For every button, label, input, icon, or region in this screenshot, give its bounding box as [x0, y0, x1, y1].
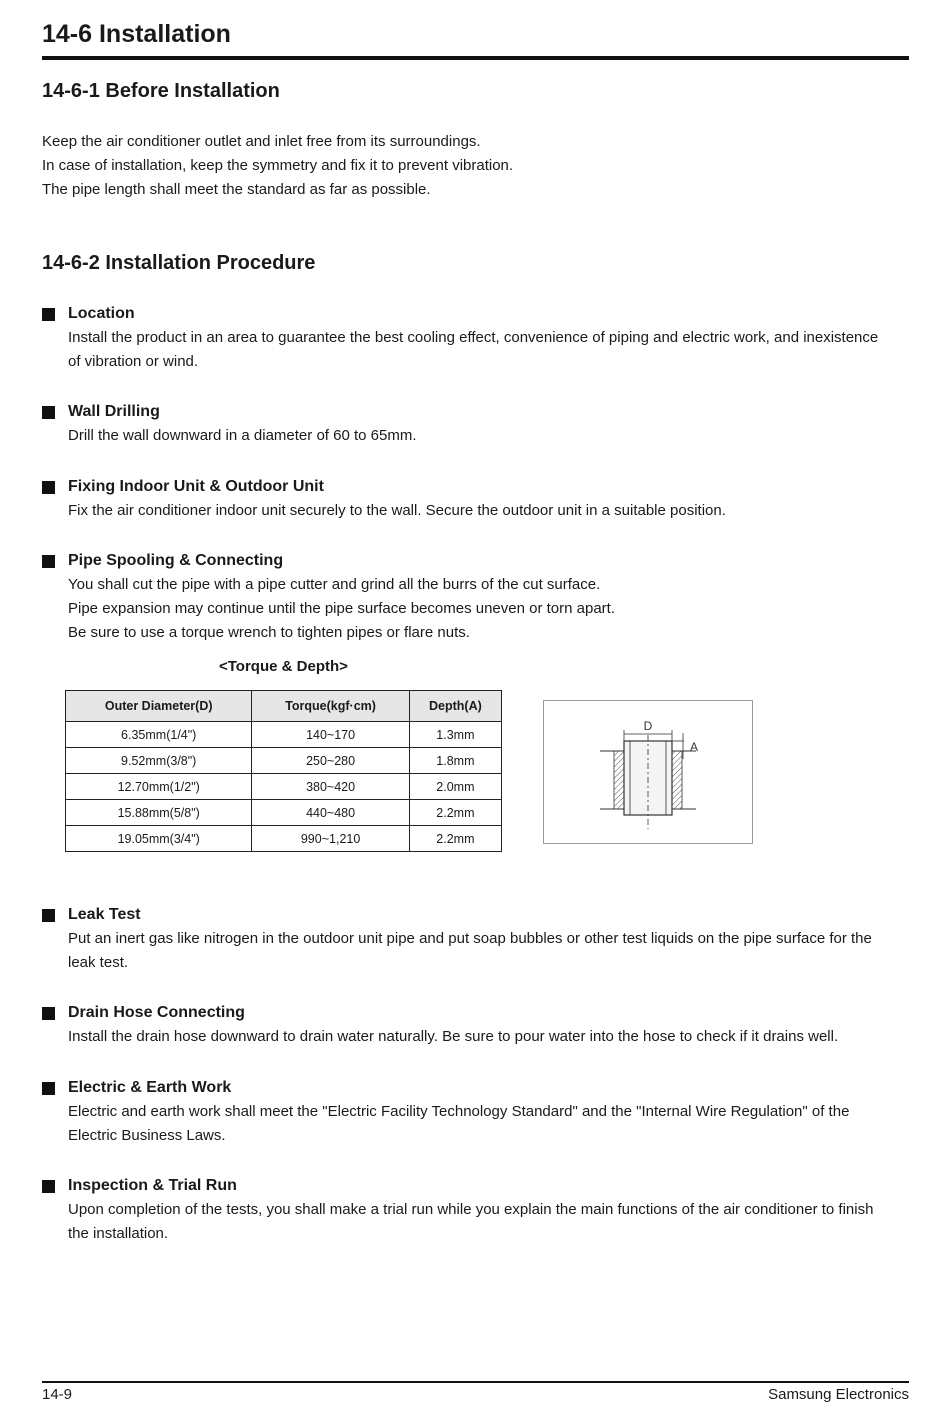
- table-row: [66, 722, 502, 748]
- dimension-a-label: A: [690, 740, 699, 754]
- item-title: Electric & Earth Work: [68, 1079, 232, 1096]
- bullet-square-icon: [42, 555, 55, 568]
- flare-pipe-diagram: [543, 700, 753, 844]
- table-row: [66, 774, 502, 800]
- column-header-torque: Torque(kgf·cm): [252, 691, 409, 722]
- item-title: Wall Drilling: [68, 403, 160, 420]
- before-installation-text: [42, 130, 513, 202]
- bullet-square-icon: [42, 909, 55, 922]
- table-cell: 1.8mm: [409, 748, 501, 774]
- body-line: Pipe expansion may continue until the pipe surface becomes uneven or torn apart.: [68, 600, 616, 617]
- procedure-item-fixing-units: [42, 475, 882, 523]
- right-wall-hatch: [672, 751, 682, 809]
- table-cell: 15.88mm(5/8"): [66, 800, 252, 826]
- torque-table-caption: <Torque & Depth>: [219, 658, 348, 675]
- table-row: [66, 800, 502, 826]
- item-body: Fix the air conditioner indoor unit securely to the wall. Secure the outdoor unit in a suitable position.: [68, 502, 726, 519]
- table-cell: 12.70mm(1/2"): [66, 774, 252, 800]
- column-header-depth: Depth(A): [409, 691, 501, 722]
- procedure-item-inspection: [42, 1174, 882, 1246]
- page-number: 14-9: [42, 1386, 73, 1403]
- item-body: Upon completion of the tests, you shall make a trial run while you explain the main functions of the air conditioner to finish the installation.: [68, 1201, 874, 1242]
- table-cell: 440~480: [252, 800, 409, 826]
- item-title: Location: [68, 305, 135, 322]
- column-header-outer-diameter: Outer Diameter(D): [66, 691, 252, 722]
- left-wall-hatch: [614, 751, 624, 809]
- procedure-item-pipe-spooling: [42, 549, 882, 645]
- item-body: [68, 573, 882, 645]
- body-line: Be sure to use a torque wrench to tighten pipes or flare nuts.: [68, 624, 470, 641]
- item-title: Pipe Spooling & Connecting: [68, 552, 284, 569]
- page-title: 14-6 Installation: [42, 20, 231, 48]
- item-body: Install the product in an area to guarantee the best cooling effect, convenience of piping and electric work, and inexistence of vibration or wind.: [68, 329, 879, 370]
- table-cell: 9.52mm(3/8"): [66, 748, 252, 774]
- table-cell: 380~420: [252, 774, 409, 800]
- table-row: [66, 748, 502, 774]
- procedure-item-leak-test: [42, 903, 882, 975]
- table-cell: 2.2mm: [409, 800, 501, 826]
- bullet-square-icon: [42, 1180, 55, 1193]
- footer-rule: [42, 1381, 909, 1383]
- table-cell: 990~1,210: [252, 826, 409, 852]
- section-heading-before-installation: 14-6-1 Before Installation: [42, 80, 280, 102]
- paragraph-line: Keep the air conditioner outlet and inlet free from its surroundings.: [42, 133, 481, 150]
- item-body: Drill the wall downward in a diameter of 60 to 65mm.: [68, 427, 417, 444]
- section-heading-installation-procedure: 14-6-2 Installation Procedure: [42, 252, 316, 274]
- table-header-row: [66, 691, 502, 722]
- bullet-square-icon: [42, 481, 55, 494]
- paragraph-line: The pipe length shall meet the standard as far as possible.: [42, 181, 431, 198]
- item-title: Leak Test: [68, 906, 141, 923]
- body-line: You shall cut the pipe with a pipe cutter and grind all the burrs of the cut surface.: [68, 576, 601, 593]
- table-cell: 2.0mm: [409, 774, 501, 800]
- bullet-square-icon: [42, 308, 55, 321]
- flare-pipe-drawing: [544, 701, 752, 843]
- footer-company: Samsung Electronics: [768, 1386, 909, 1403]
- table-cell: 6.35mm(1/4"): [66, 722, 252, 748]
- item-body: Put an inert gas like nitrogen in the outdoor unit pipe and put soap bubbles or other test liquids on the pipe surface for the leak test.: [68, 930, 872, 971]
- bullet-square-icon: [42, 1082, 55, 1095]
- procedure-item-electric-earth: [42, 1076, 882, 1148]
- title-rule: [42, 56, 909, 60]
- item-title: Drain Hose Connecting: [68, 1004, 245, 1021]
- bullet-square-icon: [42, 406, 55, 419]
- item-body: Install the drain hose downward to drain water naturally. Be sure to pour water into the hose to check if it drains well.: [68, 1028, 839, 1045]
- item-title: Fixing Indoor Unit & Outdoor Unit: [68, 478, 324, 495]
- table-cell: 140~170: [252, 722, 409, 748]
- table-row: [66, 826, 502, 852]
- table-cell: 250~280: [252, 748, 409, 774]
- paragraph-line: In case of installation, keep the symmetry and fix it to prevent vibration.: [42, 157, 514, 174]
- bullet-square-icon: [42, 1007, 55, 1020]
- procedure-item-drain-hose: [42, 1001, 882, 1049]
- dimension-d-label: D: [643, 719, 653, 733]
- table-cell: 19.05mm(3/4"): [66, 826, 252, 852]
- table-cell: 1.3mm: [409, 722, 501, 748]
- table-cell: 2.2mm: [409, 826, 501, 852]
- torque-depth-table: [65, 690, 502, 852]
- procedure-item-wall-drilling: [42, 400, 882, 448]
- procedure-item-location: [42, 302, 882, 374]
- item-body: Electric and earth work shall meet the "Electric Facility Technology Standard" and the "Internal Wire Regulation" of the Electric Business Laws.: [68, 1103, 850, 1144]
- item-title: Inspection & Trial Run: [68, 1177, 237, 1194]
